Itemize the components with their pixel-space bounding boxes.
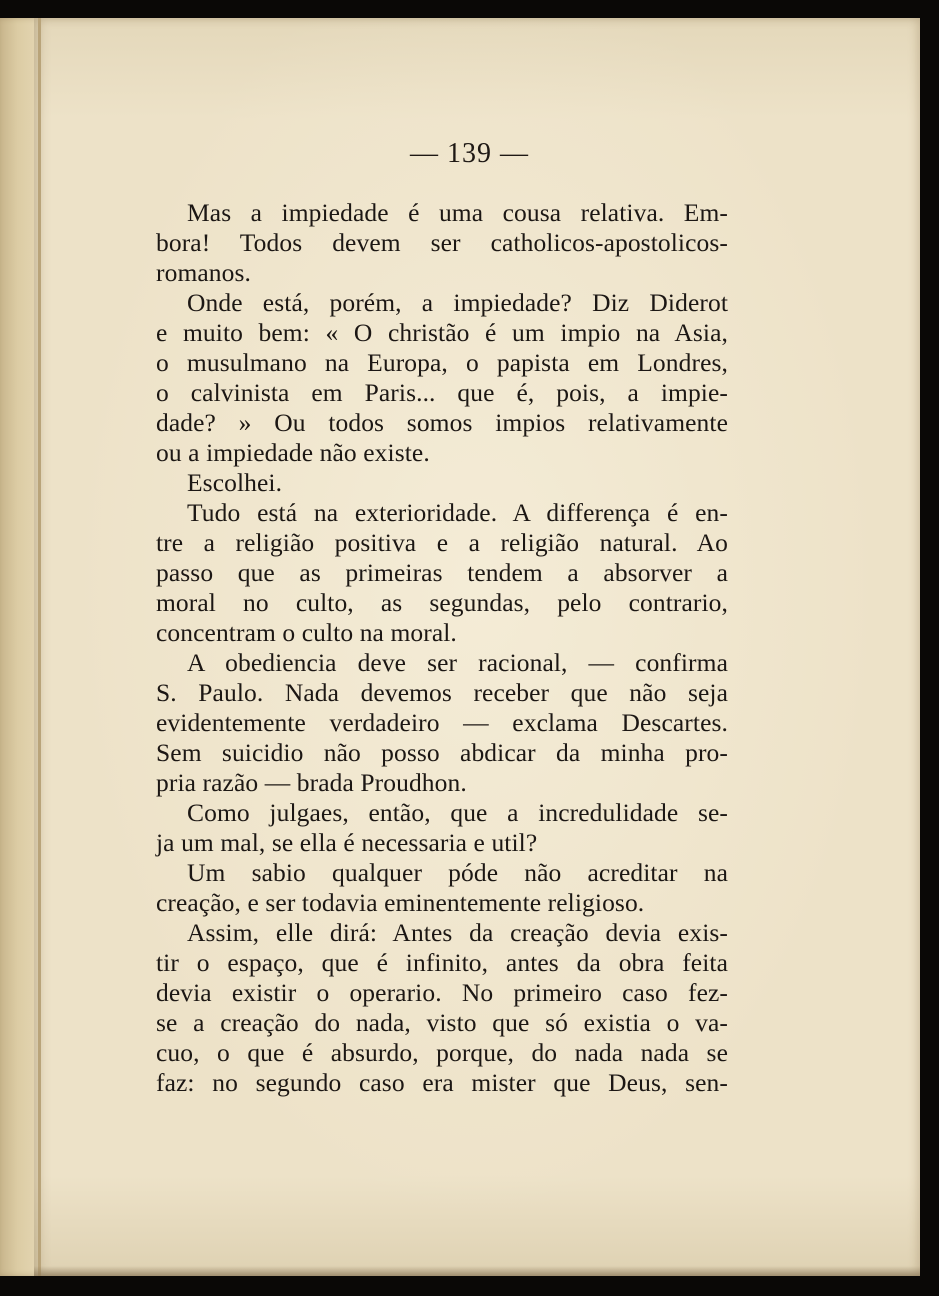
text-line: moral no culto, as segundas, pelo contrario, <box>156 588 728 617</box>
text-line: faz: no segundo caso era mister que Deus, sen- <box>156 1068 728 1097</box>
text-line: ja um mal, se ella é necessaria e util? <box>156 828 538 857</box>
text-line: Mas a impiedade é uma cousa relativa. Em- <box>187 198 728 227</box>
text-line: Onde está, porém, a impiedade? Diz Diderot <box>187 288 728 317</box>
text-line: cuo, o que é absurdo, porque, do nada nada se <box>156 1038 728 1067</box>
text-line: e muito bem: « O christão é um impio na Asia, <box>156 318 728 347</box>
text-line: passo que as primeiras tendem a absorver a <box>156 558 728 587</box>
page-bottom-edge <box>34 1266 920 1276</box>
text-line: A obediencia deve ser racional, — confirma <box>187 648 728 677</box>
text-line: devia existir o operario. No primeiro caso fez- <box>156 978 728 1007</box>
text-line: Assim, elle dirá: Antes da creação devia exis- <box>187 918 728 947</box>
text-line: evidentemente verdadeiro — exclama Descartes. <box>156 708 728 737</box>
text-line: Um sabio qualquer póde não acreditar na <box>187 858 728 887</box>
text-line: Sem suicidio não posso abdicar da minha pro- <box>156 738 728 767</box>
text-line: bora! Todos devem ser catholicos-apostolicos- <box>156 228 728 257</box>
text-line: concentram o culto na moral. <box>156 618 457 647</box>
text-line: dade? » Ou todos somos impios relativamente <box>156 408 728 437</box>
body-text <box>156 198 728 1098</box>
text-line: S. Paulo. Nada devemos receber que não seja <box>156 678 728 707</box>
text-line: pria razão — brada Proudhon. <box>156 768 467 797</box>
text-line: romanos. <box>156 258 251 287</box>
text-line: Tudo está na exterioridade. A differença é en- <box>187 498 728 527</box>
text-line: tir o espaço, que é infinito, antes da obra feita <box>156 948 728 977</box>
text-line: ou a impiedade não existe. <box>156 438 430 467</box>
text-line: creação, e ser todavia eminentemente religioso. <box>156 888 645 917</box>
text-line: o musulmano na Europa, o papista em Londres, <box>156 348 728 377</box>
page-gutter <box>38 18 41 1276</box>
page-number: — 139 — <box>410 138 529 169</box>
text-line: Como julgaes, então, que a incredulidade se- <box>187 798 728 827</box>
text-line: tre a religião positiva e a religião natural. Ao <box>156 528 728 557</box>
text-line: Escolhei. <box>187 468 283 497</box>
text-line: se a creação do nada, visto que só existia o va- <box>156 1008 728 1037</box>
text-line: o calvinista em Paris... que é, pois, a impie- <box>156 378 728 407</box>
